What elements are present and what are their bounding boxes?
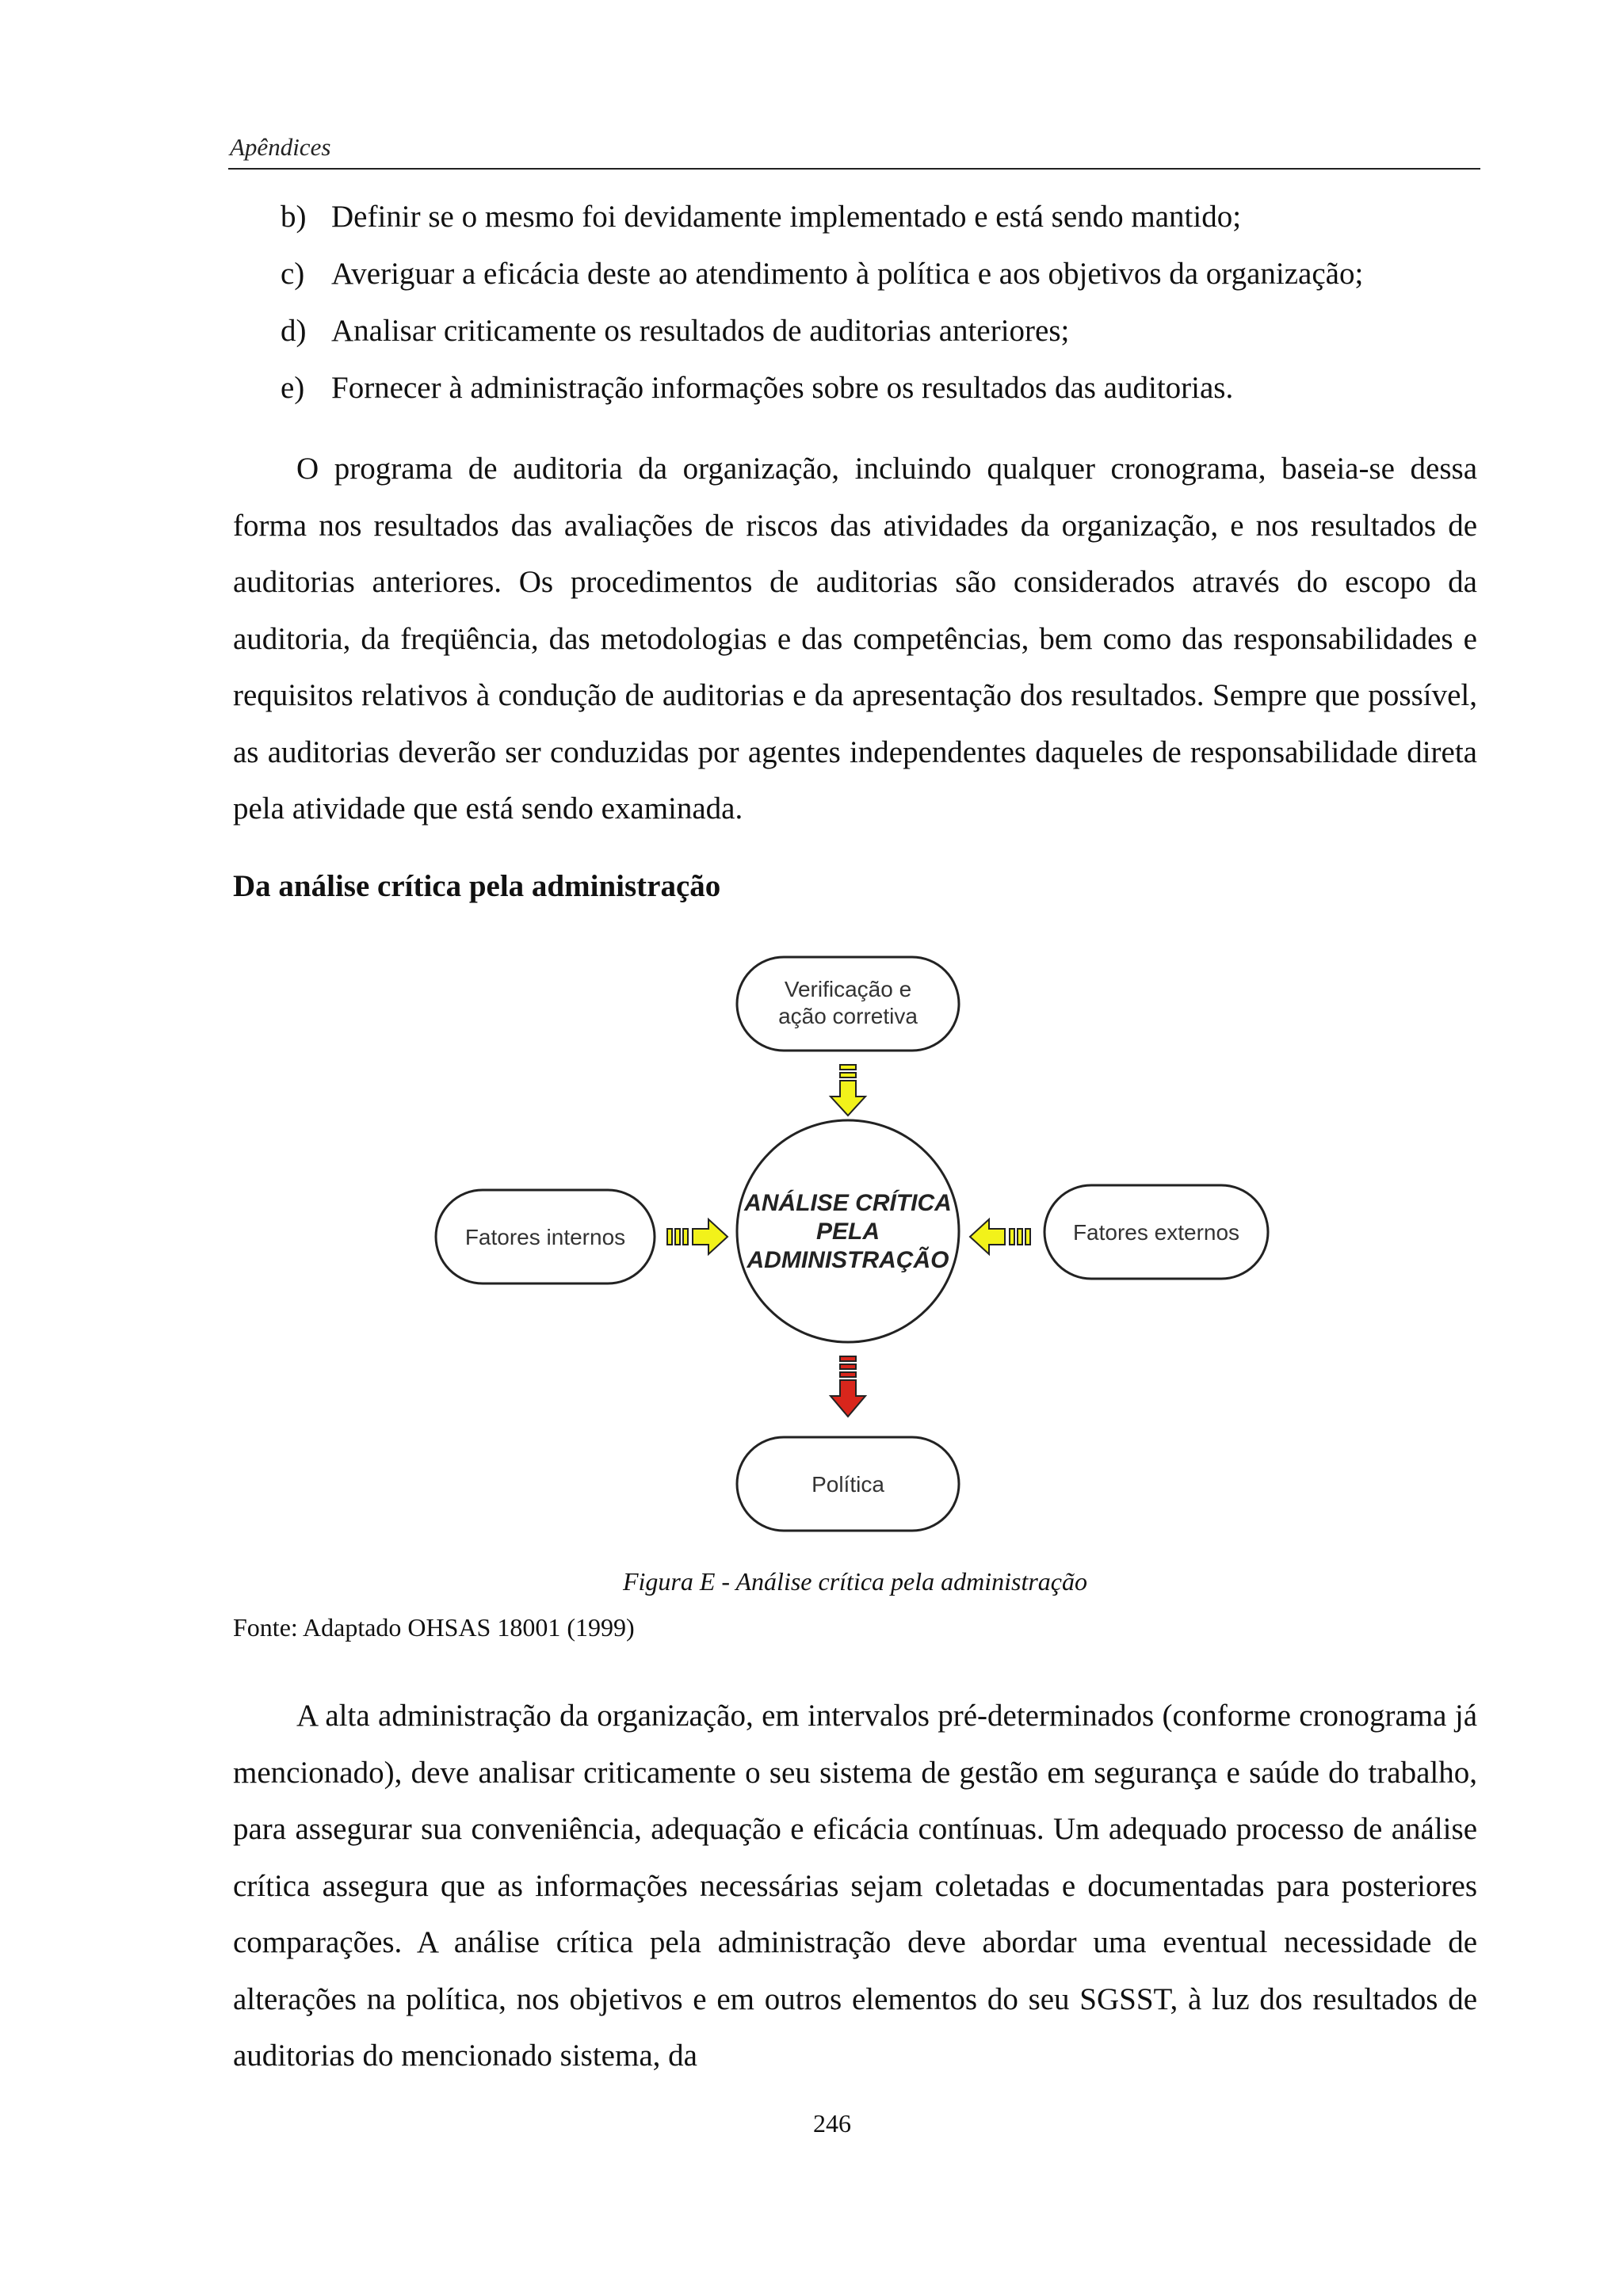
- page-number: 246: [813, 2109, 851, 2138]
- center-line1: ANÁLISE CRÍTICA: [744, 1190, 952, 1216]
- paragraph-audit-program: O programa de auditoria da organização, incluindo qualquer cronograma, baseia-se dessa forma nos resultados das avaliações de riscos das atividades da organização, e nos resultados de auditorias anteriores. Os procedimentos de auditorias são considerados através do escopo da auditoria, da freqüência, das metodologias e das competências, bem como das responsabilidades e requisitos relativos à condução de auditorias e da apresentação dos resultados. Sempre que possível, as auditorias deverão ser conduzidas por agentes independentes daqueles de responsabilidade direta pela atividade que está sendo examinada.: [233, 452, 1477, 826]
- list-item: [281, 189, 1485, 246]
- list-marker: b): [281, 200, 307, 234]
- running-header: Apêndices: [230, 133, 331, 161]
- left-box-label: Fatores internos: [464, 1225, 626, 1249]
- header-rule: [228, 168, 1480, 170]
- list-item: [281, 246, 1485, 303]
- top-box-line1: Verificação e: [784, 977, 912, 1001]
- bottom-box-label: Política: [812, 1472, 884, 1497]
- top-box-line2: ação corretiva: [778, 1004, 918, 1028]
- list-item-text: Averiguar a eficácia deste ao atendimento à política e aos objetivos da organização;: [331, 257, 1364, 291]
- paragraph-management-review: A alta administração da organização, em intervalos pré-determinados (conforme cronograma já mencionado), deve analisar criticamente o seu sistema de gestão em segurança e saúde do trabalho, para assegurar sua conveniência, adequação e eficácia contínuas. Um adequado processo de análise crítica assegura que as informações necessárias sejam coletadas e documentadas para posteriores comparações. A análise crítica pela administração deve abordar uma eventual necessidade de alterações na política, nos objetivos e em outros elementos do seu SGSST, à luz dos resultados de auditorias do mencionado sistema, da: [233, 1699, 1477, 2073]
- list-item: [281, 360, 1485, 417]
- list-item-text: Analisar criticamente os resultados de auditorias anteriores;: [331, 314, 1070, 348]
- section-heading: Da análise crítica pela administração: [233, 869, 721, 903]
- management-review-diagram: [428, 948, 1284, 1550]
- figure-source: Fonte: Adaptado OHSAS 18001 (1999): [233, 1613, 635, 1642]
- arrow-right-yellow: [667, 1219, 727, 1254]
- arrow-left-yellow: [970, 1219, 1030, 1254]
- right-box-label: Fatores externos: [1072, 1220, 1240, 1245]
- center-line3: ADMINISTRAÇÃO: [747, 1247, 949, 1273]
- figure-caption: Figura E - Análise crítica pela administração: [622, 1567, 1087, 1596]
- list-item-text: Fornecer à administração informações sobre os resultados das auditorias.: [331, 371, 1234, 405]
- arrow-down-red: [831, 1356, 865, 1417]
- arrow-down-yellow: [831, 1065, 865, 1116]
- list-marker: d): [281, 314, 307, 348]
- center-line2: PELA: [815, 1219, 880, 1245]
- list-item-text: Definir se o mesmo foi devidamente implementado e está sendo mantido;: [331, 200, 1242, 234]
- list-marker: c): [281, 257, 305, 291]
- objectives-list: [281, 189, 1485, 417]
- list-item: [281, 303, 1485, 360]
- list-marker: e): [281, 371, 305, 405]
